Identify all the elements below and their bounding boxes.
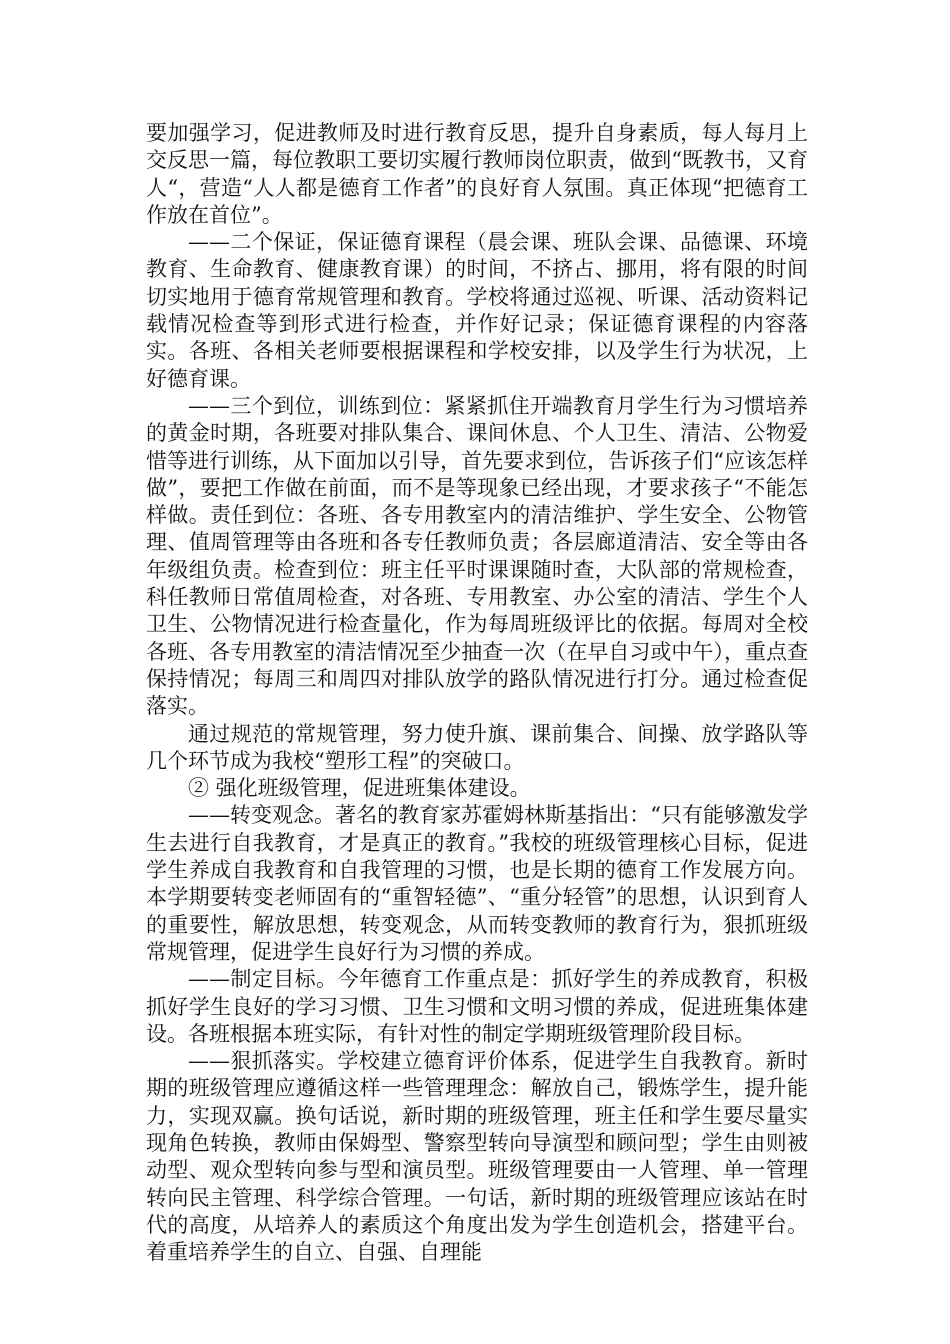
- paragraph-set-goals: ——制定目标。今年德育工作重点是：抓好学生的养成教育，积极抓好学生良好的学习习惯、卫生习惯和文明习惯的养成，促进班集体建设。各班根据本班实际，有针对性的制定学期班级管理阶段目标。: [146, 967, 808, 1046]
- paragraph-routine-management: 通过规范的常规管理，努力使升旗、课前集合、间操、放学路队等几个环节成为我校“塑形工程”的突破口。: [146, 721, 808, 773]
- document-body: [146, 120, 808, 1266]
- paragraph-two-guarantees: ——二个保证，保证德育课程（晨会课、班队会课、品德课、环境教育、生命教育、健康教育课）的时间，不挤占、挪用，将有限的时间切实地用于德育常规管理和教育。学校将通过巡视、听课、活动资料记载情况检查等到形式进行检查，并作好记录；保证德育课程的内容落实。各班、各相关老师要根据课程和学校安排，以及学生行为状况，上好德育课。: [146, 230, 808, 391]
- paragraph-change-concepts: ——转变观念。著名的教育家苏霍姆林斯基指出：“只有能够激发学生去进行自我教育，才是真正的教育。”我校的班级管理核心目标，促进学生养成自我教育和自我管理的习惯，也是长期的德育工作发展方向。本学期要转变老师固有的“重智轻德”、“重分轻管”的思想，认识到育人的重要性，解放思想，转变观念，从而转变教师的教育行为，狠抓班级常规管理，促进学生良好行为习惯的养成。: [146, 803, 808, 964]
- section-heading-class-management: ② 强化班级管理，促进班集体建设。: [188, 776, 531, 801]
- paragraph-three-in-place: ——三个到位，训练到位：紧紧抓住开端教育月学生行为习惯培养的黄金时期，各班要对排队集合、课间休息、个人卫生、清洁、公物爱惜等进行训练，从下面加以引导，首先要求到位，告诉孩子们“应该怎样做”，要把工作做在前面，而不是等现象已经出现，才要求孩子“不能怎样做。责任到位：各班、各专用教室内的清洁维护、学生安全、公物管理、值周管理等由各班和各专任教师负责；各层廊道清洁、安全等由各年级组负责。检查到位：班主任平时课课随时查，大队部的常规检查，科任教师日常值周检查，对各班、专用教室、办公室的清洁、学生个人卫生、公物情况进行检查量化，作为每周班级评比的依据。每周对全校各班、各专用教室的清洁情况至少抽查一次（在早自习或中午），重点查保持情况；每周三和周四对排队放学的路队情况进行打分。通过检查促落实。: [146, 393, 808, 719]
- paragraph-implementation: ——狠抓落实。学校建立德育评价体系，促进学生自我教育。新时期的班级管理应遵循这样一些管理理念：解放自己，锻炼学生，提升能力，实现双赢。换句话说，新时期的班级管理，班主任和学生要尽量实现角色转换，教师由保姆型、警察型转向导演型和顾问型；学生由则被动型、观众型转向参与型和演员型。班级管理要由一人管理、单一管理转向民主管理、科学综合管理。一句话，新时期的班级管理应该站在时代的高度，从培养人的素质这个角度出发为学生创造机会，搭建平台。着重培养学生的自立、自强、自理能: [146, 1049, 808, 1265]
- paragraph-teacher-reflection: 要加强学习，促进教师及时进行教育反思，提升自身素质，每人每月上交反思一篇，每位教职工要切实履行教师岗位职责，做到“既教书，又育人“，营造“人人都是德育工作者”的良好育人氛围。真正体现“把德育工作放在首位”。: [146, 121, 808, 227]
